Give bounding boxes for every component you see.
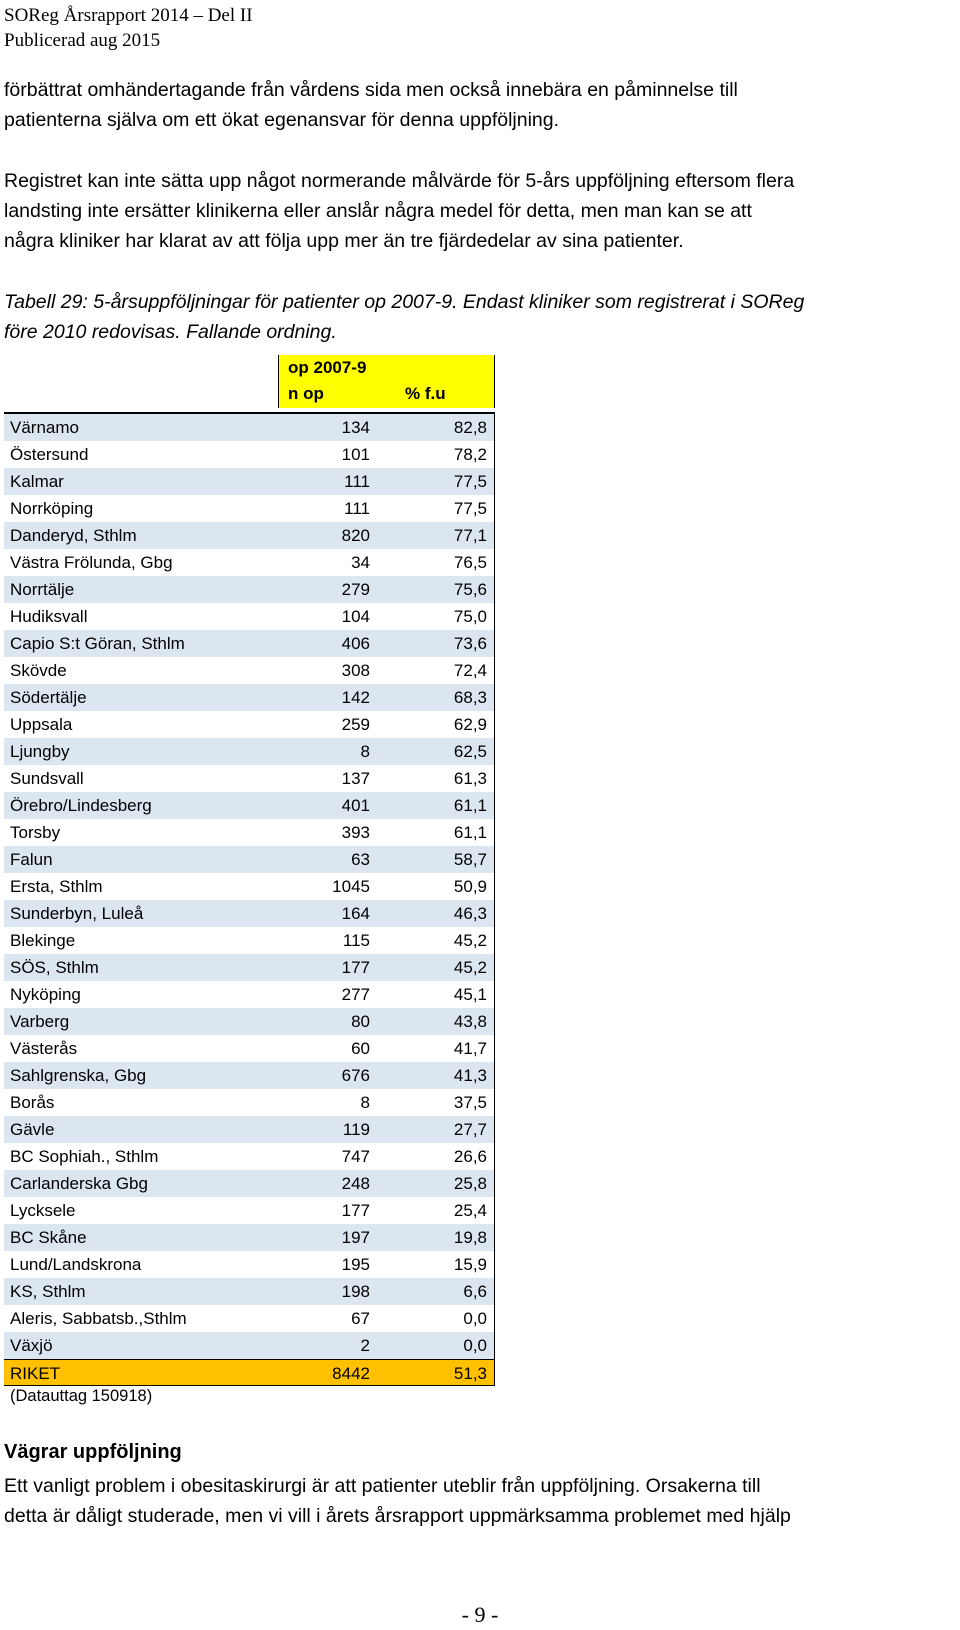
followup-percent: 61,1 [453, 823, 487, 842]
clinic-name: Capio S:t Göran, Sthlm [10, 634, 185, 653]
clinic-name: Uppsala [10, 715, 73, 734]
clinic-name: Hudiksvall [10, 607, 88, 626]
n-op-value: 406 [341, 634, 370, 653]
n-op-value: 111 [344, 499, 370, 518]
table-row [4, 441, 495, 468]
clinic-name: Falun [10, 850, 53, 869]
n-op-value: 198 [341, 1282, 370, 1301]
table-row [4, 711, 495, 738]
followup-percent: 62,9 [453, 715, 487, 734]
n-op-value: 119 [342, 1120, 370, 1139]
column-header-n: n op [288, 384, 324, 403]
followup-table [4, 412, 495, 1386]
n-op-value: 8 [360, 1093, 370, 1112]
table-row [4, 1170, 495, 1197]
n-op-value: 2 [360, 1336, 370, 1355]
n-op-value: 63 [351, 850, 370, 869]
clinic-name: BC Skåne [10, 1228, 87, 1247]
table-header [278, 355, 495, 408]
followup-percent: 73,6 [453, 634, 487, 653]
clinic-name: Torsby [10, 823, 61, 842]
clinic-name: Sunderbyn, Luleå [10, 904, 144, 923]
followup-percent: 45,1 [453, 985, 487, 1004]
table-row [4, 522, 495, 549]
followup-percent: 0,0 [463, 1309, 487, 1328]
followup-percent: 26,6 [453, 1147, 487, 1166]
intro-line: landsting inte ersätter klinikerna eller anslår några medel för detta, men man kan se att [4, 200, 752, 222]
table-row [4, 1332, 495, 1359]
clinic-name: Örebro/Lindesberg [10, 796, 152, 815]
followup-percent: 76,5 [453, 553, 487, 572]
clinic-name: Ljungby [10, 742, 70, 761]
n-op-value: 747 [341, 1147, 370, 1166]
n-op-value: 8442 [332, 1364, 370, 1383]
clinic-name: Borås [10, 1093, 55, 1112]
table-row [4, 468, 495, 495]
table-row [4, 1062, 495, 1089]
followup-percent: 6,6 [463, 1282, 487, 1301]
table-row [4, 603, 495, 630]
table-footnote: (Datauttag 150918) [10, 1387, 153, 1405]
clinic-name: KS, Sthlm [10, 1282, 86, 1301]
n-op-value: 115 [342, 931, 370, 950]
clinic-name: Nyköping [10, 985, 81, 1004]
n-op-value: 259 [341, 715, 370, 734]
followup-percent: 58,7 [453, 850, 487, 869]
n-op-value: 164 [341, 904, 370, 923]
n-op-value: 197 [341, 1228, 370, 1247]
table-row [4, 1305, 495, 1332]
n-op-value: 8 [360, 742, 370, 761]
table-row [4, 1197, 495, 1224]
followup-percent: 68,3 [453, 688, 487, 707]
table-total-row [4, 1359, 495, 1386]
table-row [4, 684, 495, 711]
intro-line: patienterna själva om ett ökat egenansvar för denna uppföljning. [4, 109, 560, 131]
clinic-name: Östersund [10, 445, 89, 464]
page-number: - 9 - [461, 1602, 499, 1627]
n-op-value: 101 [341, 445, 370, 464]
table-row [4, 981, 495, 1008]
followup-percent: 50,9 [453, 877, 487, 896]
publication-date: Publicerad aug 2015 [4, 30, 161, 51]
clinic-name: Värnamo [10, 418, 79, 437]
n-op-value: 67 [351, 1309, 370, 1328]
followup-percent: 82,8 [453, 418, 487, 437]
clinic-name: Kalmar [10, 472, 64, 491]
followup-percent: 61,1 [453, 796, 487, 815]
header-group-label: op 2007-9 [288, 358, 367, 377]
clinic-name: Norrköping [10, 499, 94, 518]
table-row [4, 549, 495, 576]
followup-percent: 78,2 [453, 445, 487, 464]
table-caption: före 2010 redovisas. Fallande ordning. [4, 321, 337, 343]
followup-percent: 72,4 [453, 661, 487, 680]
n-op-value: 60 [351, 1039, 370, 1058]
n-op-value: 134 [341, 418, 370, 437]
n-op-value: 142 [341, 688, 370, 707]
running-header [4, 3, 253, 53]
clinic-name: Södertälje [10, 688, 87, 707]
table-row [4, 1089, 495, 1116]
section-line: detta är dåligt studerade, men vi vill i årets årsrapport uppmärksamma problemet med hjälp [4, 1505, 791, 1527]
n-op-value: 177 [341, 958, 370, 977]
section-heading: Vägrar uppföljning [4, 1441, 182, 1463]
table-row [4, 873, 495, 900]
followup-percent: 75,6 [453, 580, 487, 599]
n-op-value: 1045 [332, 877, 370, 896]
intro-line: några kliniker har klarat av att följa upp mer än tre fjärdedelar av sina patienter. [4, 230, 684, 252]
followup-percent: 25,8 [453, 1174, 487, 1193]
table-row [4, 819, 495, 846]
clinic-name: Västra Frölunda, Gbg [10, 553, 173, 572]
clinic-name: BC Sophiah., Sthlm [10, 1147, 159, 1166]
n-op-value: 177 [341, 1201, 370, 1220]
followup-percent: 19,8 [453, 1228, 487, 1247]
n-op-value: 195 [341, 1255, 370, 1274]
n-op-value: 34 [351, 553, 370, 572]
clinic-name: Lund/Landskrona [10, 1255, 142, 1274]
table-row [4, 846, 495, 873]
table-row [4, 1278, 495, 1305]
n-op-value: 104 [341, 607, 370, 626]
clinic-name: Gävle [10, 1120, 55, 1139]
clinic-name: Skövde [10, 661, 67, 680]
report-title: SOReg Årsrapport 2014 – Del II [4, 5, 253, 26]
table-row [4, 1116, 495, 1143]
column-header-pct: % f.u [405, 384, 446, 403]
table-row [4, 954, 495, 981]
n-op-value: 393 [341, 823, 370, 842]
followup-percent: 77,5 [453, 472, 487, 491]
followup-percent: 77,1 [453, 526, 487, 545]
clinic-name: Sundsvall [10, 769, 84, 788]
table-row [4, 1224, 495, 1251]
table-row [4, 738, 495, 765]
followup-percent: 15,9 [453, 1255, 487, 1274]
table-row [4, 657, 495, 684]
followup-percent: 43,8 [453, 1012, 487, 1031]
clinic-name: RIKET [10, 1364, 61, 1383]
clinic-name: Carlanderska Gbg [10, 1174, 148, 1193]
n-op-value: 820 [341, 526, 370, 545]
intro-line: förbättrat omhändertagande från vårdens sida men också innebära en påminnelse till [4, 79, 738, 101]
n-op-value: 277 [341, 985, 370, 1004]
n-op-value: 137 [341, 769, 370, 788]
n-op-value: 248 [341, 1174, 370, 1193]
clinic-name: SÖS, Sthlm [10, 958, 99, 977]
table-row [4, 495, 495, 522]
followup-percent: 25,4 [453, 1201, 487, 1220]
clinic-name: Blekinge [10, 931, 76, 950]
section-line: Ett vanligt problem i obesitaskirurgi är att patienter uteblir från uppföljning. Orsakerna till [4, 1475, 761, 1497]
n-op-value: 676 [341, 1066, 370, 1085]
n-op-value: 401 [341, 796, 370, 815]
followup-percent: 51,3 [453, 1364, 487, 1383]
clinic-name: Västerås [10, 1039, 78, 1058]
followup-percent: 45,2 [453, 931, 487, 950]
clinic-name: Sahlgrenska, Gbg [10, 1066, 147, 1085]
followup-percent: 41,7 [453, 1039, 487, 1058]
followup-percent: 77,5 [453, 499, 487, 518]
table-row [4, 765, 495, 792]
clinic-name: Danderyd, Sthlm [10, 526, 137, 545]
table-row [4, 630, 495, 657]
table-row [4, 900, 495, 927]
n-op-value: 80 [351, 1012, 370, 1031]
followup-percent: 75,0 [453, 607, 487, 626]
followup-percent: 41,3 [453, 1066, 487, 1085]
table-row [4, 792, 495, 819]
table-row [4, 1008, 495, 1035]
table-row [4, 927, 495, 954]
followup-percent: 45,2 [453, 958, 487, 977]
clinic-name: Aleris, Sabbatsb.,Sthlm [10, 1309, 187, 1328]
followup-percent: 62,5 [453, 742, 487, 761]
clinic-name: Norrtälje [10, 580, 75, 599]
followup-percent: 37,5 [453, 1093, 487, 1112]
table-row [4, 414, 495, 441]
clinic-name: Ersta, Sthlm [10, 877, 103, 896]
followup-percent: 61,3 [453, 769, 487, 788]
table-row [4, 1251, 495, 1278]
table-row [4, 1035, 495, 1062]
clinic-name: Varberg [10, 1012, 70, 1031]
followup-percent: 0,0 [463, 1336, 487, 1355]
n-op-value: 111 [344, 472, 370, 491]
n-op-value: 279 [341, 580, 370, 599]
followup-percent: 46,3 [453, 904, 487, 923]
followup-percent: 27,7 [453, 1120, 487, 1139]
clinic-name: Lycksele [10, 1201, 76, 1220]
table-row [4, 1143, 495, 1170]
table-row [4, 576, 495, 603]
n-op-value: 308 [341, 661, 370, 680]
clinic-name: Växjö [10, 1336, 53, 1355]
table-caption: Tabell 29: 5-årsuppföljningar för patienter op 2007-9. Endast kliniker som registrerat i SOReg [4, 291, 805, 313]
intro-line: Registret kan inte sätta upp något normerande målvärde för 5-års uppföljning eftersom flera [4, 170, 795, 192]
